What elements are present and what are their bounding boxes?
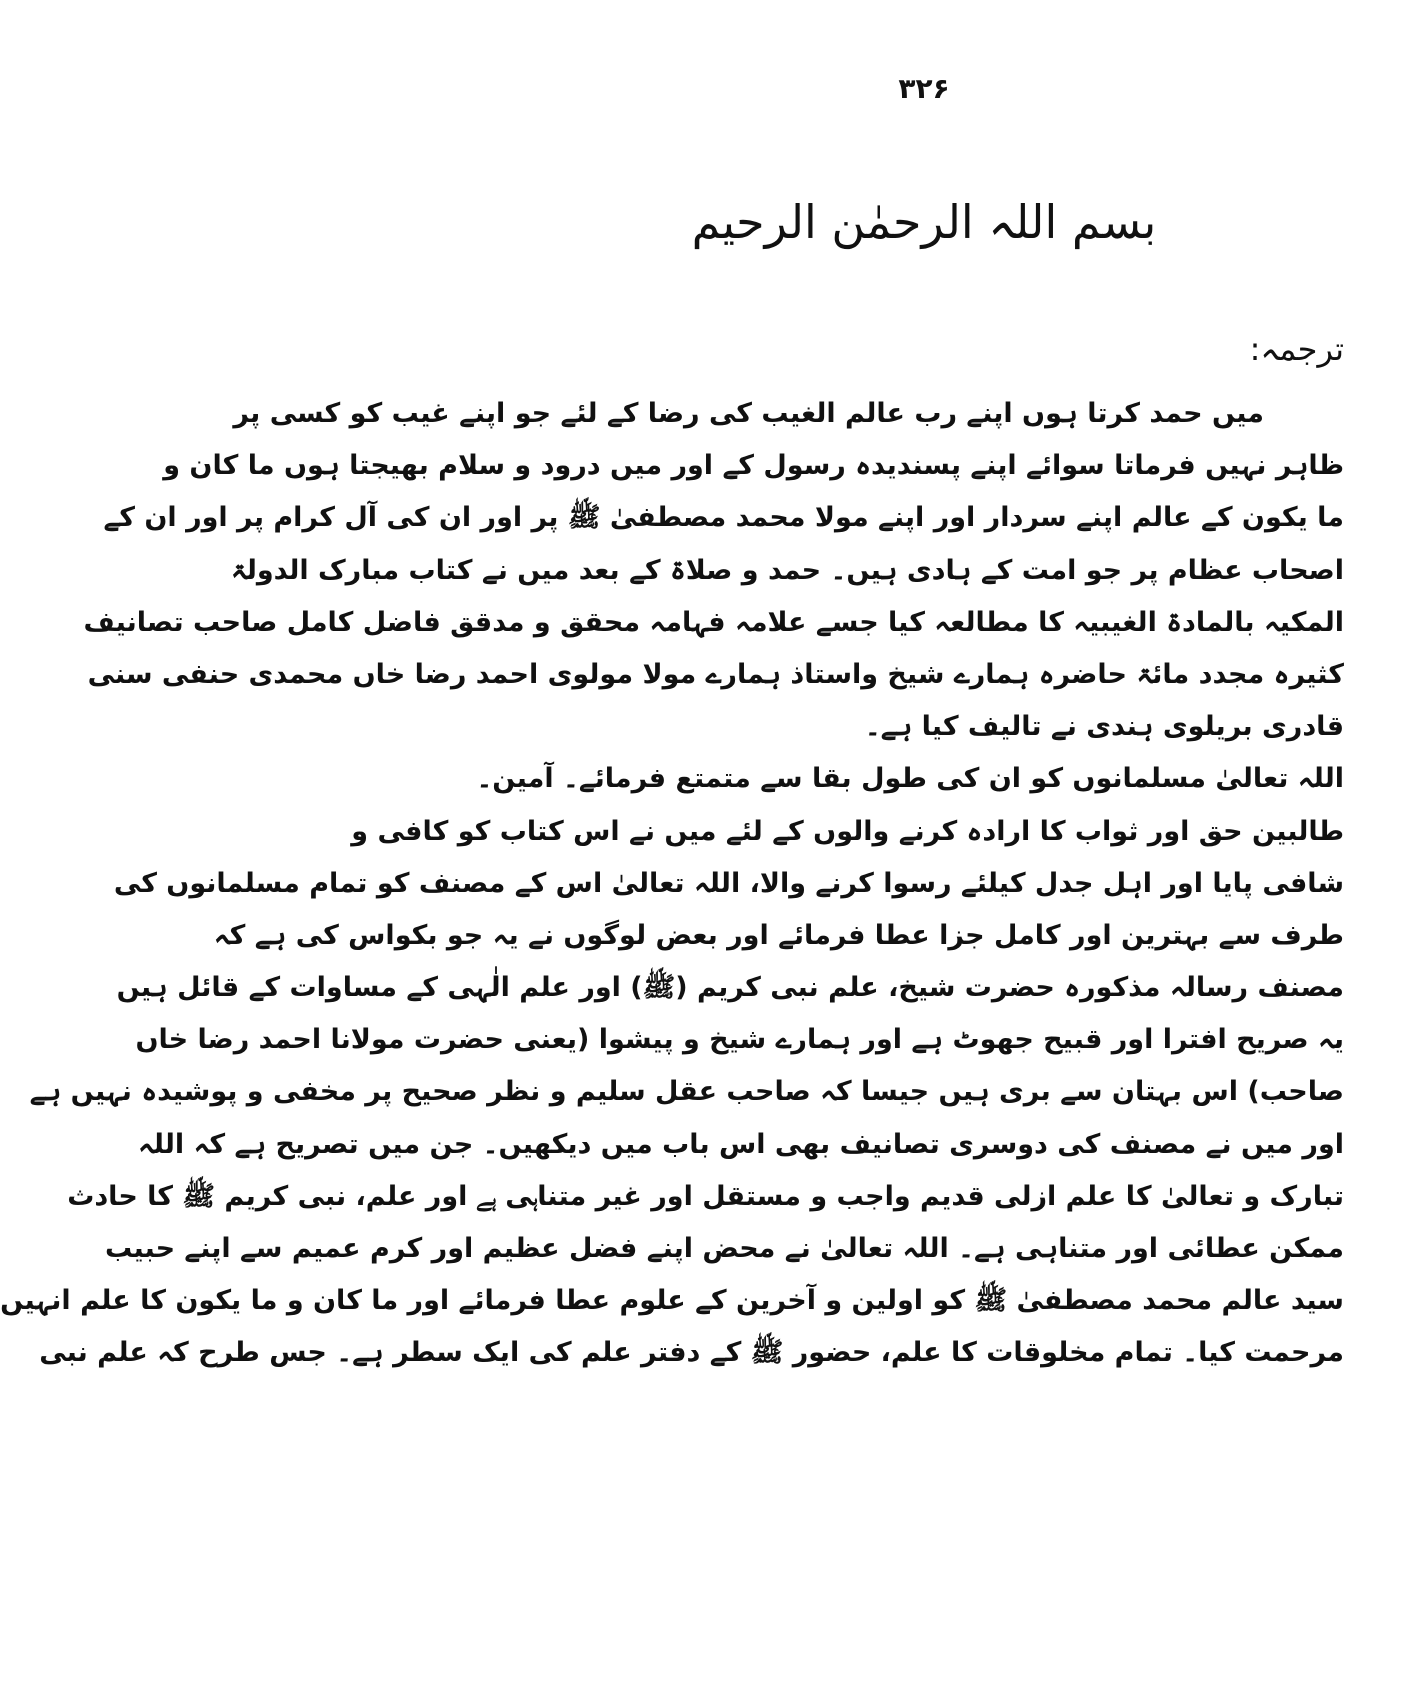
text-line: صاحب) اس بہتان سے بری ہیں جیسا کہ صاحب عقل سلیم و نظر صحیح پر مخفی و پوشیدہ نہیں ہے — [29, 1076, 1344, 1108]
text-line: تبارک و تعالیٰ کا علم ازلی قدیم واجب و مستقل اور غیر متناہی ہے اور علم، نبی کریم ﷺ کا حادث — [67, 1180, 1344, 1212]
text-line: مرحمت کیا۔ تمام مخلوقات کا علم، حضور ﷺ کے دفتر علم کی ایک سطر ہے۔ جس طرح کہ علم نبی — [39, 1337, 1344, 1369]
text-line: ما یکون کے عالم اپنے سردار اور اپنے مولا محمد مصطفیٰ ﷺ پر اور ان کی آل کرام پر اور ان کے — [103, 502, 1344, 534]
text-line: شافی پایا اور اہل جدل کیلئے رسوا کرنے والا، اللہ تعالیٰ اس کے مصنف کو تمام مسلمانوں کی — [113, 867, 1344, 899]
text-line: سید عالم محمد مصطفیٰ ﷺ کو اولین و آخرین کے علوم عطا فرمائے اور ما کان و ما یکون کا علم انہیں — [0, 1285, 1344, 1317]
text-line: اصحاب عظام پر جو امت کے ہادی ہیں۔ حمد و صلاۃ کے بعد میں نے کتاب مبارک الدولۃ — [230, 554, 1344, 586]
text-line: ظاہر نہیں فرماتا سوائے اپنے پسندیدہ رسول کے اور میں درود و سلام بھیجتا ہوں ما کان و — [163, 450, 1344, 482]
text-line: طالبین حق اور ثواب کا ارادہ کرنے والوں کے لئے میں نے اس کتاب کو کافی و — [351, 815, 1344, 847]
text-line: یہ صریح افترا اور قبیح جھوٹ ہے اور ہمارے شیخ و پیشوا (یعنی حضرت مولانا احمد رضا خاں — [135, 1024, 1344, 1056]
text-line: قادری بریلوی ہندی نے تالیف کیا ہے۔ — [864, 711, 1344, 743]
text-line: اور میں نے مصنف کی دوسری تصانیف بھی اس باب میں دیکھیں۔ جن میں تصریح ہے کہ اللہ — [137, 1128, 1344, 1160]
page-number: ۳۲۶ — [898, 72, 950, 105]
text-line: ممکن عطائی اور متناہی ہے۔ اللہ تعالیٰ نے محض اپنے فضل عظیم اور کرم عمیم سے اپنے حبیب — [104, 1233, 1344, 1264]
text-line: طرف سے بہترین اور کامل جزا عطا فرمائے اور بعض لوگوں نے یہ جو بکواس کی ہے کہ — [213, 919, 1344, 951]
translation-heading: ترجمہ: — [1249, 330, 1344, 368]
body-text — [0, 388, 1344, 1380]
bismillah-heading: بسم اللہ الرحمٰن الرحیم — [691, 195, 1157, 249]
text-line: کثیرہ مجدد مائۃ حاضرہ ہمارے شیخ واستاذ ہمارے مولا مولوی احمد رضا خاں محمدی حنفی سنی — [87, 658, 1344, 690]
text-line: اللہ تعالیٰ مسلمانوں کو ان کی طول بقا سے متمتع فرمائے۔ آمین۔ — [476, 763, 1344, 795]
text-line: المکیہ بالمادۃ الغیبیہ کا مطالعہ کیا جسے علامہ فہامہ محقق و مدقق فاضل کامل صاحب تصانیف — [83, 606, 1344, 638]
text-line: مصنف رسالہ مذکورہ حضرت شیخ، علم نبی کریم (ﷺ) اور علم الٰہی کے مساوات کے قائل ہیں — [116, 972, 1344, 1004]
text-line: میں حمد کرتا ہوں اپنے رب عالم الغیب کی رضا کے لئے جو اپنے غیب کو کسی پر — [233, 398, 1264, 429]
